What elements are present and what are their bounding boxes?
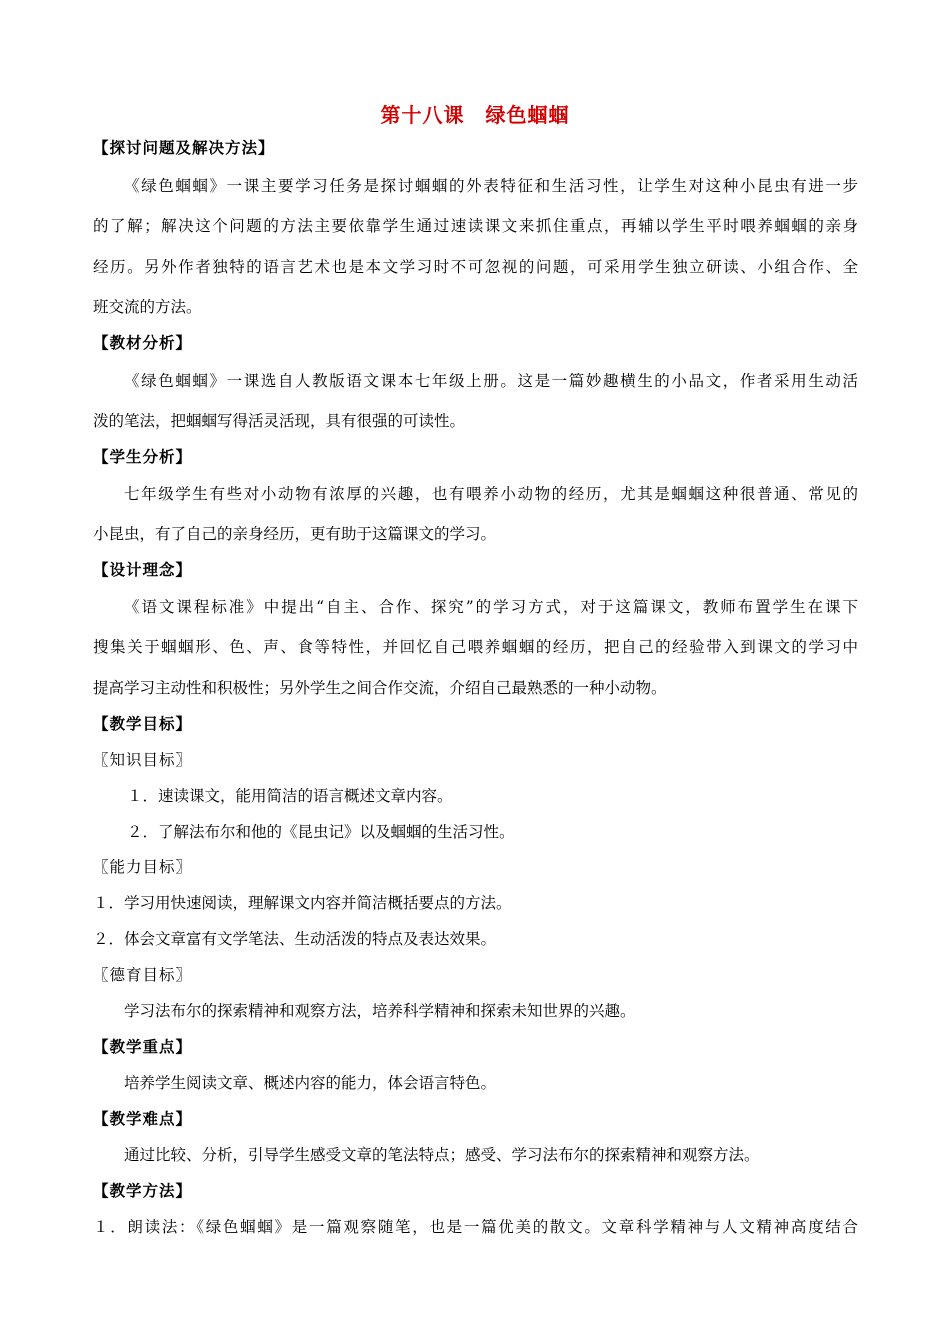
section-heading-methods: 【教学方法】: [93, 1181, 193, 1200]
list-item: ２．体会文章富有文学笔法、生动活泼的特点及表达效果。: [93, 930, 497, 948]
list-item: １．学习用快速阅读，理解课文内容并简洁概括要点的方法。: [93, 894, 512, 912]
paragraph-line: 泼的笔法，把蝈蝈写得活灵活现，具有很强的可读性。: [93, 412, 466, 430]
paragraph-line: 学习法布尔的探索精神和观察方法，培养科学精神和探索未知世界的兴趣。: [124, 1002, 636, 1020]
section-heading-explore: 【探讨问题及解决方法】: [93, 138, 275, 157]
section-heading-textbook: 【教材分析】: [93, 333, 193, 352]
list-item: ２．了解法布尔和他的《昆虫记》以及蝈蝈的生活习性。: [127, 823, 515, 841]
subsection-knowledge-goals: 〖知识目标〗: [93, 751, 193, 769]
paragraph-line: 七年级学生有些对小动物有浓厚的兴趣，也有喂养小动物的经历，尤其是蝈蝈这种很普通、常见的: [124, 485, 858, 503]
list-item: １．速读课文，能用简洁的语言概述文章内容。: [127, 787, 453, 805]
paragraph-line: 经历。另外作者独特的语言艺术也是本文学习时不可忽视的问题，可采用学生独立研读、小组合作、全: [93, 258, 858, 276]
paragraph-line: 《绿色蝈蝈》一课主要学习任务是探讨蝈蝈的外表特征和生活习性，让学生对这种小昆虫有进一步: [124, 177, 858, 195]
section-heading-design: 【设计理念】: [93, 560, 193, 579]
section-heading-students: 【学生分析】: [93, 447, 193, 466]
paragraph-line: 《绿色蝈蝈》一课选自人教版语文课本七年级上册。这是一篇妙趣横生的小品文，作者采用生动活: [124, 372, 858, 390]
paragraph-line: 搜集关于蝈蝈形、色、声、食等特性，并回忆自己喂养蝈蝈的经历，把自己的经验带入到课文的学习中: [93, 638, 858, 656]
document-title: 第十八课 绿色蝈蝈: [380, 103, 570, 127]
subsection-moral-goals: 〖德育目标〗: [93, 966, 193, 984]
section-heading-difficulty: 【教学难点】: [93, 1109, 193, 1128]
paragraph-line: 小昆虫，有了自己的亲身经历，更有助于这篇课文的学习。: [93, 525, 497, 543]
paragraph-line: 培养学生阅读文章、概述内容的能力，体会语言特色。: [124, 1074, 497, 1092]
paragraph-line: 班交流的方法。: [93, 298, 202, 316]
paragraph-line: 提高学习主动性和积极性；另外学生之间合作交流，介绍自己最熟悉的一种小动物。: [93, 679, 667, 697]
section-heading-goals: 【教学目标】: [93, 714, 193, 733]
section-heading-focus: 【教学重点】: [93, 1037, 193, 1056]
list-item: １．朗读法：《绿色蝈蝈》是一篇观察随笔，也是一篇优美的散文。文章科学精神与人文精神高度结合: [93, 1218, 858, 1236]
paragraph-line: 《语文课程标准》中提出“自主、合作、探究”的学习方式，对于这篇课文，教师布置学生在课下: [124, 598, 858, 616]
paragraph-line: 的了解；解决这个问题的方法主要依靠学生通过速读课文来抓住重点，再辅以学生平时喂养蝈蝈的亲身: [93, 217, 858, 235]
subsection-ability-goals: 〖能力目标〗: [93, 858, 193, 876]
paragraph-line: 通过比较、分析，引导学生感受文章的笔法特点；感受、学习法布尔的探索精神和观察方法。: [124, 1146, 760, 1164]
